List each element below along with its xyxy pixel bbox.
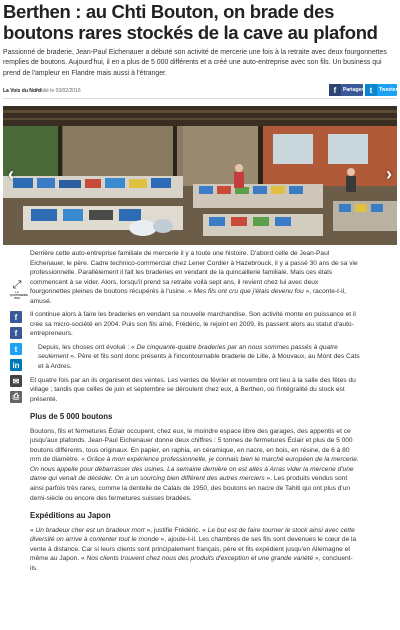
photo-next-arrow[interactable]: ›	[386, 164, 392, 184]
article-lead: Passionné de braderie, Jean-Paul Eichenauer a débuté son activité de mercerie une fois à la retraite avec deux fourgonnettes remplies de boutons. Aujourd'hui, il en a plus de 5 000 différents et a créé une auto-entreprise avec son fils. Un business qui prend de l'ampleur en Flandre mais aussi à l'étranger.	[3, 49, 387, 77]
facebook-icon: f	[329, 84, 341, 96]
section-heading: Expéditions au Japon	[30, 511, 111, 521]
facebook-share-label: Partager	[343, 87, 364, 93]
expand-icon: ⤢	[12, 279, 22, 291]
email-side-icon[interactable]: ✉	[10, 375, 22, 387]
photo-prev-arrow[interactable]: ‹	[8, 164, 14, 184]
article-body	[30, 249, 360, 577]
article-headline: Berthen : au Chti Bouton, on brade des boutons rares stockés de la cave au plafond	[3, 1, 378, 43]
section-heading: Plus de 5 000 boutons	[30, 412, 113, 422]
expand-label: LA QUOTIDIENNE 2016	[10, 291, 29, 300]
paragraph-quote: Depuis, les choses ont évolué : « De cinquante-quatre braderies par an nous sommes passés à quatre seulement ». Père et fils sont donc présents à l'incontournable braderie de Lille, à Mouvaux, au Mont des Cats et à Ardres.	[38, 343, 360, 371]
twitter-side-icon[interactable]: t	[10, 343, 22, 355]
facebook-share-side-icon[interactable]: f	[10, 327, 22, 339]
article-date: Publié le 03/02/2016	[35, 88, 81, 94]
print-side-icon[interactable]: ⎙	[10, 391, 22, 403]
twitter-share-button[interactable]	[365, 84, 397, 96]
facebook-side-icon[interactable]: f	[10, 311, 22, 323]
paragraph: Boutons, fils et fermetures Éclair occupent, chez eux, le moindre espace libre des garages, des appentis et ce jusqu'aux plafonds. Jean-Paul Eichenauer donne deux chiffres : 5 tonnes de fermetures Éclair et plus de 5 000 boutons différents, tous originaux. En papier, en raphia, en céramique, en nacre, en bois, en résine, de 6 à 80 mm de diamètre. « Grâce à mon expérience professionnelle, je connais bien le marché européen de la mercerie. On nous appelle pour débarrasser des usines. La semaine dernière on est allés à Arras vider la mercerie d'une dame qui venait de décéder. On a un sourcing bien différent des autres merciers ». Les produits vendus sont ainsi parfois très rares, comme la dentelle de Calais de 1950, des boutons en nacre de Tahiti qui ont plus d'un demi-siècle ou encore des fermetures suisses bradées.	[30, 427, 359, 502]
facebook-share-button[interactable]	[329, 84, 363, 96]
paragraph: Derrière cette auto-entreprise familiale de mercerie il y a toute une histoire. D'abord celle de Jean-Paul Eichenauer, le père. Cadre technico-commercial chez Lener Cordier à Hazebrouck, il y a passé 30 ans de sa vie professionnelle. Parallèlement il fait les braderies en vendant de la quincaillerie familiale. Mais ces étals commencent à se vider. Alors, lorsqu'il prend sa retraite voilà sept ans, il revient chez lui avec deux fourgonnettes pleines de boutons récupérés à l'usine. « Mes fils ont cru que j'étais devenu fou », raconte-t-il, amusé.	[30, 250, 358, 305]
expand-widget[interactable]	[10, 279, 29, 300]
article-photo[interactable]	[3, 106, 397, 245]
twitter-icon: t	[365, 84, 377, 96]
article-source[interactable]: La Voix du Nord	[3, 88, 41, 94]
paragraph: « Un bradeux cher est un bradeux mort », justifie Frédéric. « Le but est de faire tourner le stock ainsi avec cette diversité on arrive à contenter tout le monde », ajoute-t-il. Les chambres de ses fils sont devenues le cœur de la vente à distance. Car si leurs clients sont principalement français, père et fils expédient jusqu'en Allemagne et même au Japon. « Nos clients trouvent chez nous des produits d'exception et une grande variété », concluent-ils.	[30, 526, 357, 572]
linkedin-side-icon[interactable]: in	[10, 359, 22, 371]
paragraph: Et quatre fois par an ils organisent des ventes. Les ventes de février et novembre ont lieu à la salle des fêtes du village ; tandis que celles de juin et septembre se déroulent chez eux, à Berthen, où l'intégralité du stock est présenté.	[30, 376, 356, 403]
meta-bar	[3, 83, 397, 99]
twitter-share-label: Tweeter	[379, 87, 398, 93]
paragraph: Il continue alors à faire les braderies en vendant sa nouvelle marchandise. Son activité monte en puissance et il crée sa micro-société en 2004. Puis son fils aîné, Frédéric, le rejoint en 2009, ils passent alors au statut d'auto-entrepreneurs.	[30, 311, 356, 338]
market-photo-illustration	[3, 106, 397, 245]
